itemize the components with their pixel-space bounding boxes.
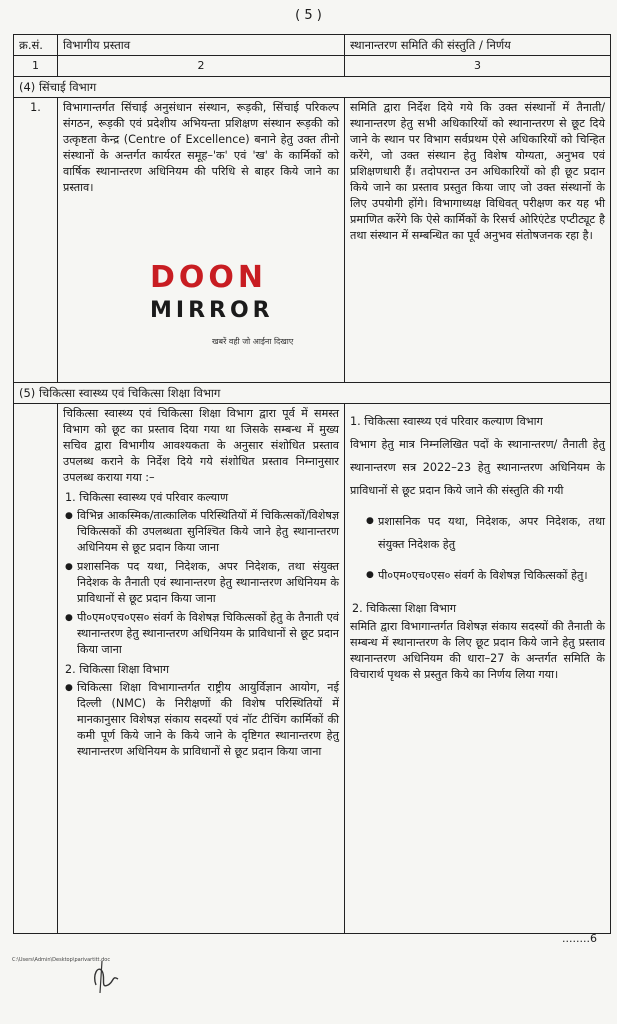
- decision-cell: [345, 404, 611, 934]
- serial-number-empty: [14, 404, 58, 934]
- proposal-intro: चिकित्सा स्वास्थ्य एवं चिकित्सा शिक्षा विभाग द्वारा पूर्व में समस्त विभाग को छूट का प्रस्ताव दिया गया था जिसके सम्बन्ध में मुख्य सचिव द्वारा विभागीय आवश्यकता के अनुसार संशोधित प्रस्ताव उपलब्ध कराने के निर्देश दिये गये संशोधित प्रस्ताव निम्नानुसार उपलब्ध कराया गया :–: [63, 407, 339, 484]
- signature-icon: [88, 955, 128, 995]
- header-serial: क्र.सं.: [14, 35, 58, 56]
- decision-health-list: [350, 510, 605, 587]
- decision-cell: [345, 98, 611, 383]
- proposals-table: [13, 34, 611, 934]
- logo-brand-top: DOON: [150, 260, 268, 295]
- table-row: [14, 98, 611, 383]
- section-row-medical: [14, 383, 611, 404]
- section-row-irrigation: [14, 77, 611, 98]
- list-item: ● पी०एम०एच०एस० संवर्ग के विशेषज्ञ चिकित्सकों हेतु।: [378, 564, 605, 587]
- proposal-cell: [58, 404, 345, 934]
- logo-tagline: खबरें वही जो आईना दिखाए: [212, 337, 294, 346]
- column-number-1: 1: [14, 56, 58, 77]
- table-header-row: [14, 35, 611, 56]
- proposal-health-list: [63, 508, 339, 658]
- decision-subheading-health: 1. चिकित्सा स्वास्थ्य एवं परिवार कल्याण विभाग: [350, 415, 543, 428]
- section-title-irrigation: (4) सिंचाई विभाग: [14, 77, 611, 98]
- table-row: [14, 404, 611, 934]
- page-number: ( 5 ): [295, 8, 322, 23]
- decision-education-text: समिति द्वारा विभागान्तर्गत विशेषज्ञ संकाय सदस्यों की तैनाती के सम्बन्ध में स्थानान्तरण के लिए छूट प्रदान किये जाने हेतु प्रस्ताव स्थानान्तरण अधिनियम की धारा–27 के अन्तर्गत समिति के विचारार्थ पृथक से प्रस्तुत किये का निर्णय लिया गया।: [350, 620, 605, 681]
- next-page-indicator: ........6: [562, 932, 597, 945]
- proposal-subheading-health: 1. चिकित्सा स्वास्थ्य एवं परिवार कल्याण: [65, 491, 229, 504]
- column-number-3: 3: [345, 56, 611, 77]
- decision-text: समिति द्वारा निर्देश दिये गये कि उक्त संस्थानों में तैनाती/स्थानान्तरण हेतु सभी अधिकारियों को स्थानान्तरण से छूट दिये जाने के स्थान पर विभाग सर्वप्रथम ऐसे अधिकारियों को चिन्हित करेंगे, जो उक्त संस्थान हेतु विशेष योग्यता, अनुभव एवं प्रशिक्षणधारी हैं। तदोपरान्त उन अधिकारियों को ही छूट प्रदान किये जाने का प्रस्ताव प्रस्तुत किया जाए जो उक्त संस्थानों के लिए उपयोगी होंगे। विभागाध्यक्ष विधिवत् परीक्षण कर यह भी प्रमाणित करेंगे कि ऐसे कार्मिकों के रिसर्च ओरिएंटेड एप्टीट्यूट है तथा संस्थान में सम्बन्धित का पूर्व अनुभव संतोषजनक रहा है।: [350, 101, 605, 242]
- column-number-2: 2: [58, 56, 345, 77]
- serial-number: 1.: [14, 98, 58, 383]
- list-item: ● पी०एम०एच०एस० संवर्ग के विशेषज्ञ चिकित्सकों हेतु के तैनाती एवं स्थानान्तरण हेतु स्थानान्तरण अधिनियम के प्राविधानों से छूट प्रदान किया जाना: [77, 610, 339, 658]
- doon-mirror-logo: [150, 262, 300, 347]
- decision-subheading-education: 2. चिकित्सा शिक्षा विभाग: [352, 602, 457, 615]
- proposal-text: विभागान्तर्गत सिंचाई अनुसंधान संस्थान, रूड़की, सिंचाई परिकल्प संगठन, रूड़की एवं प्रदेशीय अभियन्ता प्रशिक्षण संस्थान रूड़की को उत्कृष्टता केन्द्र (Centre of Excellence) बनाने हेतु उक्त तीनो संस्थानों के अन्तर्गत कार्यरत समूह–'क' एवं 'ख' के कार्मिकों को वार्षिक स्थानान्तरण अधिनियम की परिधि से बाहर किये जाने का प्रस्ताव।: [63, 101, 339, 194]
- proposal-education-list: [63, 680, 339, 760]
- logo-brand-bottom: MIRROR: [150, 298, 274, 323]
- list-item: ● विभिन्न आकस्मिक/तात्कालिक परिस्थितियों में चिकित्सकों/विशेषज्ञ चिकित्सकों की उपलब्धता सुनिश्चित किये जाने हेतु स्थानान्तरण अधिनियम से छूट प्रदान किया जाना: [77, 508, 339, 556]
- section-title-medical: (5) चिकित्सा स्वास्थ्य एवं चिकित्सा शिक्षा विभाग: [14, 383, 611, 404]
- decision-health-text: विभाग हेतु मात्र निम्नलिखित पदों के स्थानान्तरण/ तैनाती हेतु स्थानान्तरण सत्र 2022–23 हेतु स्थानान्तरण अधिनियम के प्राविधानों से छूट प्रदान किये जाने की संस्तुति की गयी: [350, 438, 605, 497]
- column-number-row: [14, 56, 611, 77]
- list-item: ● प्रशासनिक पद यथा, निदेशक, अपर निदेशक, तथा संयुक्त निदेशक हेतु: [378, 510, 605, 556]
- list-item: ● चिकित्सा शिक्षा विभागान्तर्गत राष्ट्रीय आयुर्विज्ञान आयोग, नई दिल्ली (NMC) के निरीक्षणों की विशेष परिस्थितियों में मानकानुसार विशेषज्ञ संकाय सदस्यों एवं नॉट टीचिंग कार्मिकों की कमी पूर्ण किये जाने के किये जाने के दृष्टिगत स्थानान्तरण हेतु स्थानान्तरण अधिनियम के प्राविधानों से छूट प्रदान किया जाना: [77, 680, 339, 760]
- list-item: ● प्रशासनिक पद यथा, निदेशक, अपर निदेशक, तथा संयुक्त निदेशक के तैनाती एवं स्थानान्तरण हेतु स्थानान्तरण अधिनियम के प्राविधानों से छूट प्रदान किया जाना: [77, 559, 339, 607]
- header-decision: स्थानान्तरण समिति की संस्तुति / निर्णय: [345, 35, 611, 56]
- decision-health-block: [350, 410, 605, 587]
- file-path: C:\Users\Admin\Desktop\parivartitt.doc: [12, 957, 111, 963]
- header-proposal: विभागीय प्रस्ताव: [58, 35, 345, 56]
- proposal-subheading-education: 2. चिकित्सा शिक्षा विभाग: [65, 663, 170, 676]
